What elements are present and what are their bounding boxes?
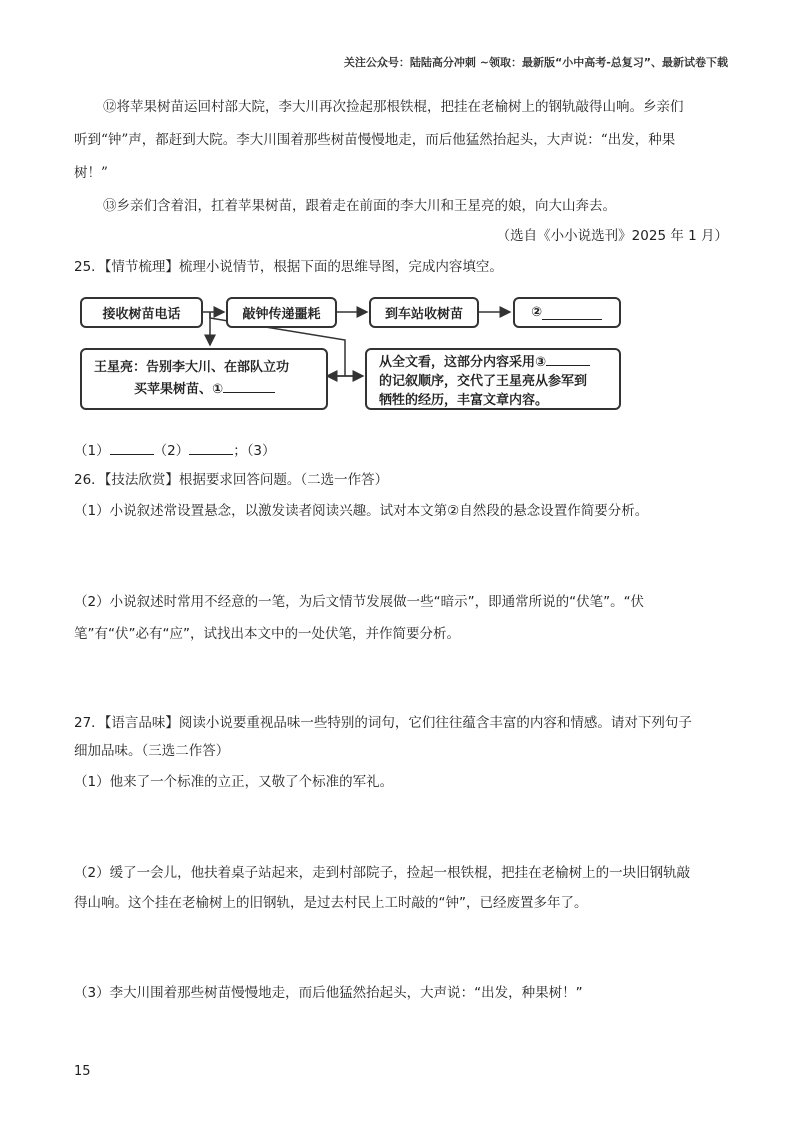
page-number: 15 — [74, 1064, 91, 1079]
answer3-label: （3） — [246, 443, 276, 459]
blank2-line[interactable] — [542, 305, 602, 320]
mindmap-box-receive-call-label: 接收树苗电话 — [102, 307, 181, 322]
mindmap-box-station — [369, 297, 479, 328]
q26-title: 26．【技法欣赏】根据要求回答问题。（二选一作答） — [74, 472, 389, 488]
answer1-blank[interactable] — [110, 441, 154, 455]
mindmap-box-wang-xingliang — [80, 348, 328, 410]
mindmap-box-station-label: 到车站收树苗 — [384, 307, 463, 322]
mindmap-box-ring-bell — [226, 297, 337, 328]
mindmap-box-ring-bell-label: 敲钟传递噩耗 — [242, 307, 321, 322]
q26-sub2-line2: 笔”有“伏”必有“应”，试找出本文中的一处伏笔，并作简要分析。 — [74, 626, 460, 642]
source-citation: （选自《小小说选刊》2025 年 1 月） — [496, 228, 728, 244]
blank2-marker: ② — [531, 305, 543, 320]
blank1-line[interactable] — [223, 378, 275, 393]
q27-title-line1: 27．【语言品味】阅读小说要重视品味一些特别的词句，它们往往蕴含丰富的内容和情感。请对下列句子 — [74, 715, 692, 731]
para12-line3: 树！” — [74, 165, 108, 181]
q26-sub1: （1）小说叙述常设置悬念，以激发读者阅读兴趣。试对本文第②自然段的悬念设置作简要分析。 — [74, 503, 649, 519]
answer-separator: ； — [233, 443, 247, 459]
mindmap-box-blank2 — [513, 297, 621, 328]
right-box-line1-row — [379, 352, 607, 372]
q27-sub2-line1: （2）缓了一会儿，他扶着桌子站起来，走到村部院子，捡起一根铁棍，把挂在老榆树上的一块旧钢轨敲 — [74, 865, 691, 881]
q27-title-line2: 细加品味。（三选二作答） — [74, 743, 230, 759]
answer2-label: （2） — [153, 443, 190, 459]
q27-sub3: （3）李大川围着那些树苗慢慢地走，而后他猛然抬起头，大声说：“出发，种果树！” — [74, 985, 583, 1001]
para13: ⑬乡亲们含着泪，扛着苹果树苗，跟着走在前面的李大川和王星亮的娘，向大山奔去。 — [103, 198, 616, 214]
q27-sub2-line2: 得山响。这个挂在老榆树上的旧钢轨，是过去村民上工时敲的“钟”，已经废置多年了。 — [74, 895, 588, 911]
mindmap-box-narrative-order — [365, 348, 621, 410]
mindmap-box-receive-call — [80, 297, 203, 328]
q27-sub1: （1）他来了一个标准的立正，又敬了个标准的军礼。 — [74, 774, 394, 790]
left-box-line2: 买苹果树苗、① — [134, 382, 224, 397]
right-box-line3: 牺牲的经历，丰富文章内容。 — [379, 393, 549, 408]
q25-title: 25．【情节梳理】梳理小说情节，根据下面的思维导图，完成内容填空。 — [74, 259, 503, 275]
left-box-line1: 王星亮：告别李大川、在部队立功 — [94, 360, 290, 375]
answer2-blank[interactable] — [189, 441, 233, 455]
blank3-line[interactable] — [546, 352, 590, 366]
left-box-line2-row — [94, 378, 314, 400]
right-box-line2: 的记叙顺序，交代了王星亮从参军到 — [379, 374, 588, 389]
para12-line2: 听到“钟”声，都赶到大院。李大川围着那些树苗慢慢地走，而后他猛然抬起头，大声说：“出发，种果 — [74, 132, 676, 148]
right-box-line1: 从全文看，这部分内容采用③ — [379, 355, 547, 370]
q25-answer-row — [74, 441, 276, 461]
page-header: 关注公众号：陆陆高分冲刺 ~领取：最新版“小中高考-总复习”、最新试卷下载 — [343, 56, 728, 69]
answer1-label: （1） — [74, 443, 110, 459]
q26-sub2-line1: （2）小说叙述时常用不经意的一笔，为后文情节发展做一些“暗示”，即通常所说的“伏笔”。“伏 — [74, 594, 645, 610]
para12-line1: ⑫将苹果树苗运回村部大院，李大川再次捡起那根铁棍，把挂在老榆树上的钢轨敲得山响。乡亲们 — [103, 99, 684, 115]
